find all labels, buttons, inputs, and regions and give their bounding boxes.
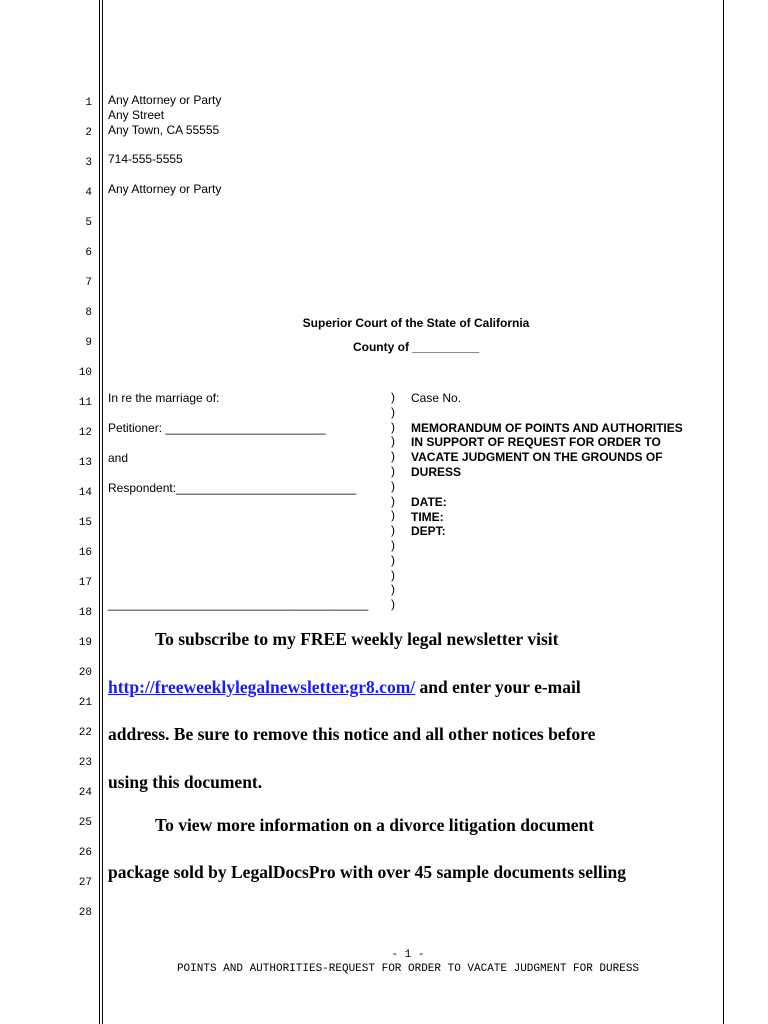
paren: ) bbox=[391, 508, 395, 523]
hearing-time-label: TIME: bbox=[411, 510, 444, 524]
hearing-date-label: DATE: bbox=[411, 495, 447, 509]
body-line-6: package sold by LegalDocsPro with over 45 sample documents selling bbox=[108, 862, 627, 882]
paren: ) bbox=[391, 434, 395, 449]
line-number: 3 bbox=[85, 157, 92, 169]
body-line-4: using this document. bbox=[108, 772, 263, 792]
paren: ) bbox=[391, 552, 395, 567]
line-number: 15 bbox=[78, 517, 92, 529]
line-number: 12 bbox=[78, 427, 92, 439]
line-number: 10 bbox=[78, 367, 92, 379]
line-number: 5 bbox=[85, 217, 92, 229]
body-line-2 bbox=[108, 677, 581, 697]
paren: ) bbox=[391, 582, 395, 597]
line-number: 1 bbox=[85, 97, 92, 109]
line-number: 11 bbox=[78, 397, 92, 409]
document-title-line-3: VACATE JUDGMENT ON THE GROUNDS OF bbox=[411, 450, 663, 464]
paren: ) bbox=[391, 419, 395, 434]
line-number: 18 bbox=[78, 607, 92, 619]
attorney-phone: 714-555-5555 bbox=[108, 152, 183, 166]
paren: ) bbox=[391, 523, 395, 538]
paren: ) bbox=[391, 597, 395, 612]
paren: ) bbox=[391, 449, 395, 464]
line-number: 22 bbox=[78, 727, 92, 739]
line-number: 23 bbox=[78, 757, 92, 769]
line-number: 14 bbox=[78, 487, 92, 499]
line-number: 21 bbox=[78, 697, 92, 709]
paren: ) bbox=[391, 567, 395, 582]
line-number: 7 bbox=[85, 277, 92, 289]
document-title-line-4: DURESS bbox=[411, 465, 462, 479]
line-number: 20 bbox=[78, 667, 92, 679]
line-number: 25 bbox=[78, 817, 92, 829]
line-number: 4 bbox=[85, 187, 92, 199]
line-number: 13 bbox=[78, 457, 92, 469]
paren: ) bbox=[391, 463, 395, 478]
paren: ) bbox=[391, 537, 395, 552]
line-number: 26 bbox=[78, 847, 92, 859]
court-county: County of __________ bbox=[352, 340, 480, 354]
paren: ) bbox=[391, 493, 395, 508]
caption-parentheses bbox=[391, 390, 403, 612]
attorney-for: Any Attorney or Party bbox=[108, 182, 222, 196]
and-label: and bbox=[108, 451, 129, 465]
document-title-line-2: IN SUPPORT OF REQUEST FOR ORDER TO bbox=[411, 435, 661, 449]
line-number: 9 bbox=[85, 337, 92, 349]
attorney-name: Any Attorney or Party bbox=[108, 93, 222, 107]
petitioner-line: Petitioner: ________________________ bbox=[108, 421, 326, 435]
left-margin-rule-outer bbox=[99, 0, 100, 1024]
paren: ) bbox=[391, 404, 395, 419]
attorney-city: Any Town, CA 55555 bbox=[108, 123, 220, 137]
caption-bottom-rule: _______________________________________ bbox=[108, 597, 369, 611]
hearing-dept-label: DEPT: bbox=[411, 524, 446, 538]
body-line-3: address. Be sure to remove this notice and all other notices before bbox=[108, 724, 596, 744]
line-number: 8 bbox=[85, 307, 92, 319]
court-name: Superior Court of the State of California bbox=[302, 316, 530, 330]
body-line-2-rest: and enter your e-mail bbox=[415, 677, 581, 697]
line-number: 2 bbox=[85, 127, 92, 139]
line-number: 16 bbox=[78, 547, 92, 559]
line-number: 17 bbox=[78, 577, 92, 589]
respondent-line: Respondent:___________________________ bbox=[108, 481, 357, 495]
page-number: - 1 - bbox=[391, 949, 425, 961]
left-margin-rule-inner bbox=[102, 0, 103, 1024]
newsletter-link[interactable]: http://freeweeklylegalnewsletter.gr8.com/ bbox=[108, 677, 416, 697]
paren: ) bbox=[391, 478, 395, 493]
case-number-label: Case No. bbox=[411, 391, 462, 405]
document-title-line-1: MEMORANDUM OF POINTS AND AUTHORITIES bbox=[411, 421, 683, 435]
body-line-1: To subscribe to my FREE weekly legal newsletter visit bbox=[155, 629, 559, 649]
paren: ) bbox=[391, 390, 395, 404]
line-number: 27 bbox=[78, 877, 92, 889]
line-number: 6 bbox=[85, 247, 92, 259]
line-number: 28 bbox=[78, 907, 92, 919]
line-number: 19 bbox=[78, 637, 92, 649]
attorney-street: Any Street bbox=[108, 108, 165, 122]
in-re-marriage: In re the marriage of: bbox=[108, 391, 220, 405]
right-margin-rule bbox=[723, 0, 724, 1024]
line-number: 24 bbox=[78, 787, 92, 799]
footer-title: POINTS AND AUTHORITIES-REQUEST FOR ORDER TO VACATE JUDGMENT FOR DURESS bbox=[176, 963, 640, 975]
body-line-5: To view more information on a divorce litigation document bbox=[155, 815, 595, 835]
